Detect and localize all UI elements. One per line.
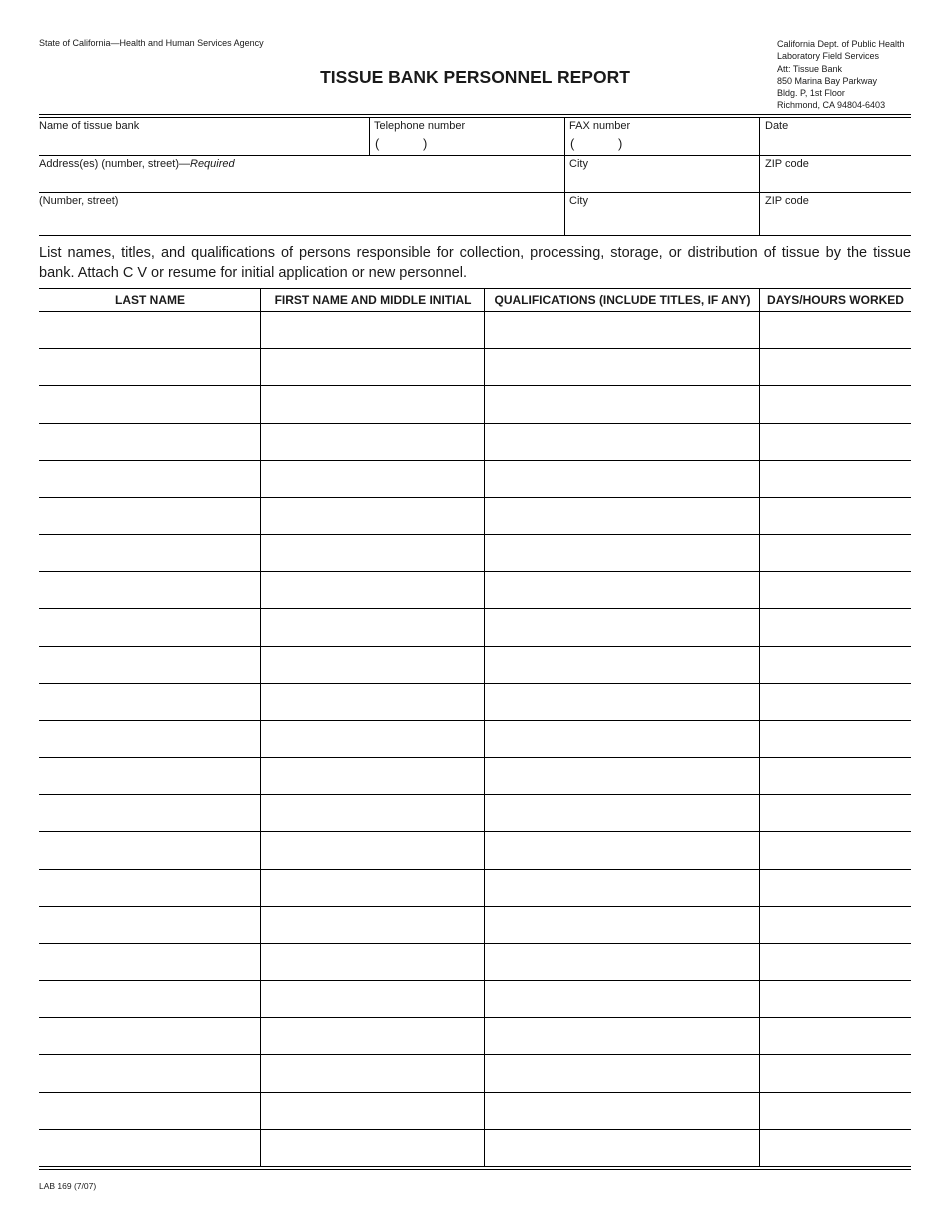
mailing-address-line: 850 Marina Bay Parkway bbox=[777, 75, 878, 86]
column-header-first-name: FIRST NAME AND MIDDLE INITIAL bbox=[274, 293, 472, 307]
table-bottom-rule bbox=[39, 1166, 911, 1167]
table-row-rule bbox=[39, 646, 911, 647]
field-divider bbox=[759, 118, 760, 236]
table-bottom-rule bbox=[39, 1169, 911, 1170]
agency-name: State of California—Health and Human Services Agency bbox=[39, 38, 264, 48]
table-row-rule bbox=[39, 423, 911, 424]
table-row-rule bbox=[39, 943, 911, 944]
table-row-rule bbox=[39, 720, 911, 721]
form-code: LAB 169 (7/07) bbox=[39, 1181, 97, 1191]
zip-field[interactable]: ZIP code bbox=[765, 158, 809, 170]
column-header-last-name: LAST NAME bbox=[115, 293, 185, 307]
tissue-bank-name-field[interactable]: Name of tissue bank bbox=[39, 120, 140, 132]
mailing-address-line: Laboratory Field Services bbox=[777, 51, 880, 62]
city-2-field[interactable]: City bbox=[569, 195, 588, 207]
table-row-rule bbox=[39, 757, 911, 758]
telephone-area-close: ) bbox=[423, 136, 428, 151]
table-column-divider bbox=[260, 289, 261, 1166]
table-row-rule bbox=[39, 831, 911, 832]
table-row-rule bbox=[39, 980, 911, 981]
field-divider bbox=[369, 118, 370, 155]
table-row-rule bbox=[39, 534, 911, 535]
table-row-rule bbox=[39, 460, 911, 461]
table-row-rule bbox=[39, 497, 911, 498]
column-header-days-hours: DAYS/HOURS WORKED bbox=[767, 293, 904, 307]
field-row-rule bbox=[39, 192, 911, 193]
table-row-rule bbox=[39, 683, 911, 684]
mailing-address-line: Bldg. P, 1st Floor bbox=[777, 88, 845, 99]
telephone-area-open: ( bbox=[375, 136, 380, 151]
table-row-rule bbox=[39, 571, 911, 572]
table-row-rule bbox=[39, 1129, 911, 1130]
table-row-rule bbox=[39, 385, 911, 386]
field-divider bbox=[564, 118, 565, 236]
table-row-rule bbox=[39, 869, 911, 870]
zip-2-field[interactable]: ZIP code bbox=[765, 195, 809, 207]
field-row-rule bbox=[39, 235, 911, 236]
field-row-rule bbox=[39, 155, 911, 156]
fax-area-open: ( bbox=[570, 136, 575, 151]
table-column-divider bbox=[759, 289, 760, 1166]
table-row-rule bbox=[39, 608, 911, 609]
date-field[interactable]: Date bbox=[765, 120, 789, 132]
table-row-rule bbox=[39, 1017, 911, 1018]
telephone-field[interactable]: Telephone number bbox=[374, 120, 466, 132]
city-field[interactable]: City bbox=[569, 158, 588, 170]
fax-area-close: ) bbox=[618, 136, 623, 151]
instructions-text: List names, titles, and qualifications of persons responsible for collection, processing, storage, or distribution of tissue by the tissue bank. Attach C V or resume for initial application or new personnel. bbox=[39, 245, 911, 281]
table-row-rule bbox=[39, 906, 911, 907]
table-column-divider bbox=[484, 289, 485, 1166]
fax-field[interactable]: FAX number bbox=[569, 120, 631, 132]
required-note: Required bbox=[190, 158, 235, 170]
table-row-rule bbox=[39, 1054, 911, 1055]
column-header-qualifications: QUALIFICATIONS (INCLUDE TITLES, IF ANY) bbox=[494, 293, 751, 307]
address-2-field[interactable]: (Number, street) bbox=[39, 195, 119, 207]
table-row-rule bbox=[39, 794, 911, 795]
header-rule bbox=[39, 114, 911, 115]
mailing-address-line: Att: Tissue Bank bbox=[777, 63, 843, 74]
address-field-label: Address(es) (number, street)— bbox=[39, 158, 190, 170]
table-row-rule bbox=[39, 311, 911, 312]
page-title: TISSUE BANK PERSONNEL REPORT bbox=[320, 67, 630, 87]
table-row-rule bbox=[39, 348, 911, 349]
mailing-address-line: California Dept. of Public Health bbox=[777, 39, 905, 49]
table-row-rule bbox=[39, 1092, 911, 1093]
mailing-address bbox=[777, 38, 947, 112]
header-rule bbox=[39, 117, 911, 118]
table-top-rule bbox=[39, 288, 911, 289]
address-field[interactable] bbox=[39, 158, 235, 170]
mailing-address-line: Richmond, CA 94804-6403 bbox=[777, 100, 886, 111]
